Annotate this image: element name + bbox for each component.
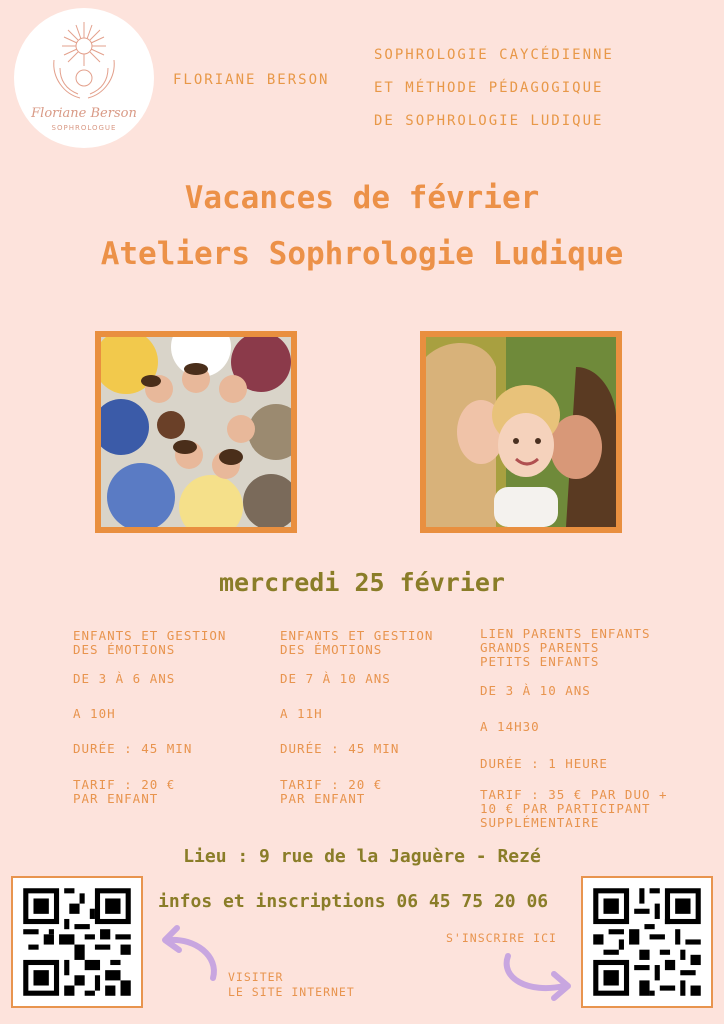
arrow-curved-up-left-icon [155, 920, 230, 985]
logo-subtitle: SOPHROLOGUE [51, 124, 117, 132]
event-date: mercredi 25 février [219, 568, 505, 597]
workshop-price: TARIF : 35 € PAR DUO + 10 € PAR PARTICIPANT SUPPLÉMENTAIRE [480, 787, 668, 830]
photo-frame-right [420, 331, 622, 533]
workshop-age: DE 3 À 6 ANS [73, 671, 176, 686]
workshop-duration: DURÉE : 1 HEURE [480, 756, 608, 771]
workshop-col-1 [73, 629, 273, 809]
workshop-price: TARIF : 20 € PAR ENFANT [73, 777, 176, 806]
header-line-3: DE SOPHROLOGIE LUDIQUE [374, 113, 604, 129]
title-line-1: Vacances de février [184, 180, 540, 216]
qr-icon [13, 878, 141, 1006]
family-kiss-photo [426, 337, 616, 527]
qr-website-label: VISITER LE SITE INTERNET [228, 970, 355, 999]
location: Lieu : 9 rue de la Jaguère - Rezé [183, 846, 541, 867]
photo-frame-left [95, 331, 297, 533]
workshop-duration: DURÉE : 45 MIN [280, 741, 400, 756]
workshop-time: A 10H [73, 706, 116, 721]
workshop-time: A 14H30 [480, 719, 540, 734]
qr-code-register[interactable] [581, 876, 713, 1008]
logo [14, 8, 154, 148]
workshop-col-2 [280, 629, 475, 809]
header-line-1: SOPHROLOGIE CAYCÉDIENNE [374, 47, 614, 63]
qr-register-label: S'INSCRIRE ICI [446, 931, 557, 945]
title-line-2: Ateliers Sophrologie Ludique [100, 236, 624, 272]
workshop-age: DE 3 À 10 ANS [480, 683, 591, 698]
header-name: FLORIANE BERSON [173, 72, 330, 88]
logo-name: Floriane Berson [31, 106, 137, 121]
workshop-title: ENFANTS ET GESTION DES ÉMOTIONS [280, 628, 434, 657]
workshop-duration: DURÉE : 45 MIN [73, 741, 193, 756]
workshop-age: DE 7 À 10 ANS [280, 671, 391, 686]
workshop-col-3 [480, 627, 715, 832]
workshop-title: LIEN PARENTS ENFANTS GRANDS PARENTS PETITS ENFANTS [480, 626, 651, 669]
header-line-2: ET MÉTHODE PÉDAGOGIQUE [374, 80, 604, 96]
workshop-price: TARIF : 20 € PAR ENFANT [280, 777, 383, 806]
qr-code-website[interactable] [11, 876, 143, 1008]
workshop-title: ENFANTS ET GESTION DES ÉMOTIONS [73, 628, 227, 657]
contact-phone: infos et inscriptions 06 45 75 20 06 [158, 891, 549, 912]
qr-icon [583, 878, 711, 1006]
children-circle-photo [101, 337, 291, 527]
arrow-curved-right-icon [498, 950, 580, 1008]
workshop-time: A 11H [280, 706, 323, 721]
